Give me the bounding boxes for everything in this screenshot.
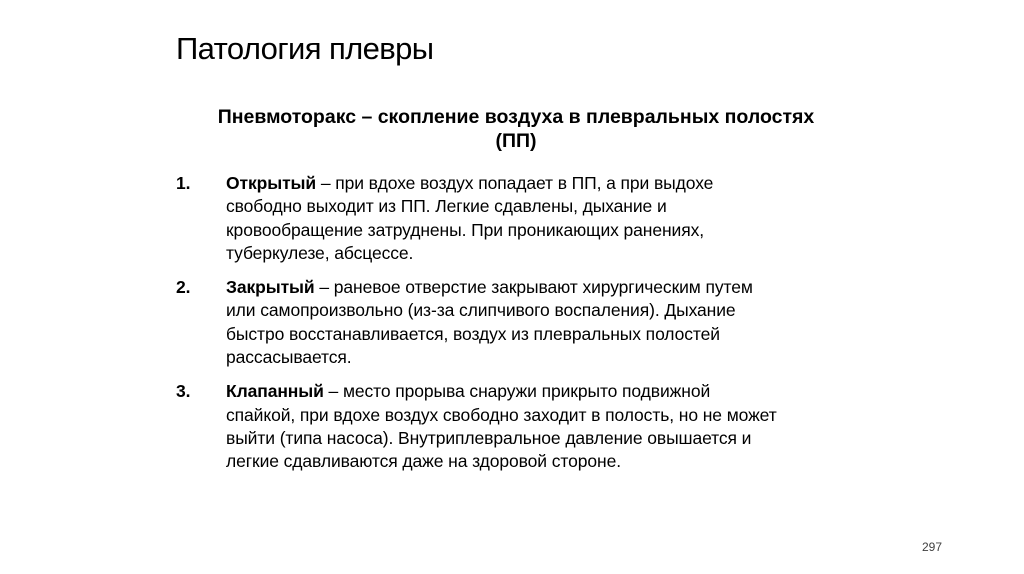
numbered-list bbox=[176, 172, 876, 485]
list-number: 3. bbox=[176, 381, 191, 402]
list-item-line-rest: – при вдохе воздух попадает в ПП, а при выдохе bbox=[316, 173, 714, 193]
list-item-line bbox=[226, 380, 876, 403]
list-item-line: выйти (типа насоса). Внутриплевральное давление овышается и bbox=[226, 427, 752, 448]
list-item-line-rest: – место прорыва снаружи прикрыто подвижной bbox=[323, 381, 711, 402]
list-item bbox=[176, 172, 876, 265]
page-number: 297 bbox=[922, 540, 943, 554]
list-item-term: Открытый bbox=[226, 173, 317, 193]
list-item-line: или самопроизвольно (из-за слипчивого воспаления). Дыхание bbox=[226, 300, 736, 321]
list-item-line-rest: – раневое отверстие закрывают хирургическим путем bbox=[314, 277, 753, 298]
list-item bbox=[176, 276, 876, 369]
list-item bbox=[176, 380, 876, 473]
list-number: 2. bbox=[176, 277, 191, 298]
slide-title: Патология плевры bbox=[176, 31, 434, 66]
list-item-line: рассасывается. bbox=[226, 347, 352, 368]
slide-subtitle bbox=[176, 105, 856, 153]
list-item-line: спайкой, при вдохе воздух свободно заходит в полость, но не может bbox=[226, 404, 777, 425]
list-item-line: легкие сдавливаются даже на здоровой стороне. bbox=[226, 451, 621, 472]
list-item-term: Клапанный bbox=[226, 381, 324, 402]
list-number: 1. bbox=[176, 173, 191, 193]
list-item-line: кровообращение затруднены. При проникающих ранениях, bbox=[226, 219, 705, 240]
subtitle-line: Пневмоторакс – скопление воздуха в плевральных полостях bbox=[217, 106, 815, 128]
list-item-line: свободно выходит из ПП. Легкие сдавлены, дыхание и bbox=[226, 196, 667, 217]
subtitle-line: (ПП) bbox=[495, 130, 537, 152]
list-item-line: туберкулезе, абсцессе. bbox=[226, 242, 414, 263]
list-item-line bbox=[226, 172, 876, 195]
list-item-term: Закрытый bbox=[226, 277, 315, 298]
list-item-line: быстро восстанавливается, воздух из плевральных полостей bbox=[226, 323, 720, 344]
list-item-line bbox=[226, 276, 876, 299]
list-item-text bbox=[226, 172, 876, 265]
list-item-text bbox=[226, 276, 876, 369]
list-item-text bbox=[226, 380, 876, 473]
